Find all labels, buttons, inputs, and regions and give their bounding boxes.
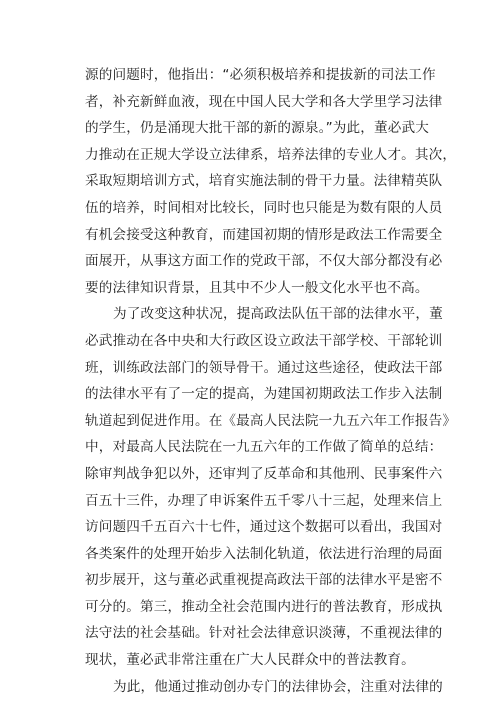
text-line: 轨道起到促进作用。在《最高人民法院一九五六年工作报告》 bbox=[85, 412, 457, 429]
text-line: 的法律水平有了一定的提高，为建国初期政法工作步入法制 bbox=[85, 386, 443, 403]
text-line: 有机会接受这种教育，而建国初期的情形是政法工作需要全 bbox=[85, 226, 443, 243]
text-line: 各类案件的处理开始步入法制化轨道，依法进行治理的局面 bbox=[85, 545, 443, 562]
paragraph-start-line: 为此，他通过推动创办专门的法律协会，注重对法律的 bbox=[113, 678, 443, 695]
text-line: 力推动在正规大学设立法律系，培养法律的专业人才。其次， bbox=[85, 146, 457, 163]
text-line: 现状，董必武非常注重在广大人民群众中的普法教育。 bbox=[85, 652, 415, 669]
text-line: 班，训练政法部门的领导骨干。通过这些途径，使政法干部 bbox=[85, 359, 443, 376]
text-line: 必武推动在各中央和大行政区设立政法干部学校、干部轮训 bbox=[85, 332, 443, 349]
text-line: 采取短期培训方式，培育实施法制的骨干力量。法律精英队 bbox=[85, 173, 443, 190]
text-line: 要的法律知识背景，且其中不少人一般文化水平也不高。 bbox=[85, 279, 429, 296]
text-line: 中，对最高人民法院在一九五六年的工作做了简单的总结： bbox=[85, 439, 443, 456]
text-line: 面展开，从事这方面工作的党政干部，不仅大部分都没有必 bbox=[85, 253, 443, 270]
paragraph-start-line: 为了改变这种状况，提高政法队伍干部的法律水平，董 bbox=[113, 306, 443, 323]
text-line: 百五十三件，办理了申诉案件五千零八十三起，处理来信上 bbox=[85, 492, 443, 509]
text-line: 初步展开，这与董必武重视提高政法干部的法律水平是密不 bbox=[85, 572, 443, 589]
text-line: 法守法的社会基础。针对社会法律意识淡薄，不重视法律的 bbox=[85, 625, 443, 642]
text-line: 者，补充新鲜血液，现在中国人民大学和各大学里学习法律 bbox=[85, 93, 443, 110]
text-line: 源的问题时，他指出：“必须积极培养和提拔新的司法工作 bbox=[85, 67, 436, 83]
body-text bbox=[85, 62, 457, 700]
text-line: 可分的。第三，推动全社会范围内进行的普法教育，形成执 bbox=[85, 598, 443, 615]
text-line: 的学生，仍是涌现大批干部的新的源泉。”为此，董必武大 bbox=[85, 120, 429, 137]
text-line: 访问题四千五百六十七件，通过这个数据可以看出，我国对 bbox=[85, 519, 443, 536]
text-line: 除审判战争犯以外，还审判了反革命和其他刑、民事案件六 bbox=[85, 465, 443, 482]
text-line: 伍的培养，时间相对比较长，同时也只能是为数有限的人员 bbox=[85, 199, 443, 216]
